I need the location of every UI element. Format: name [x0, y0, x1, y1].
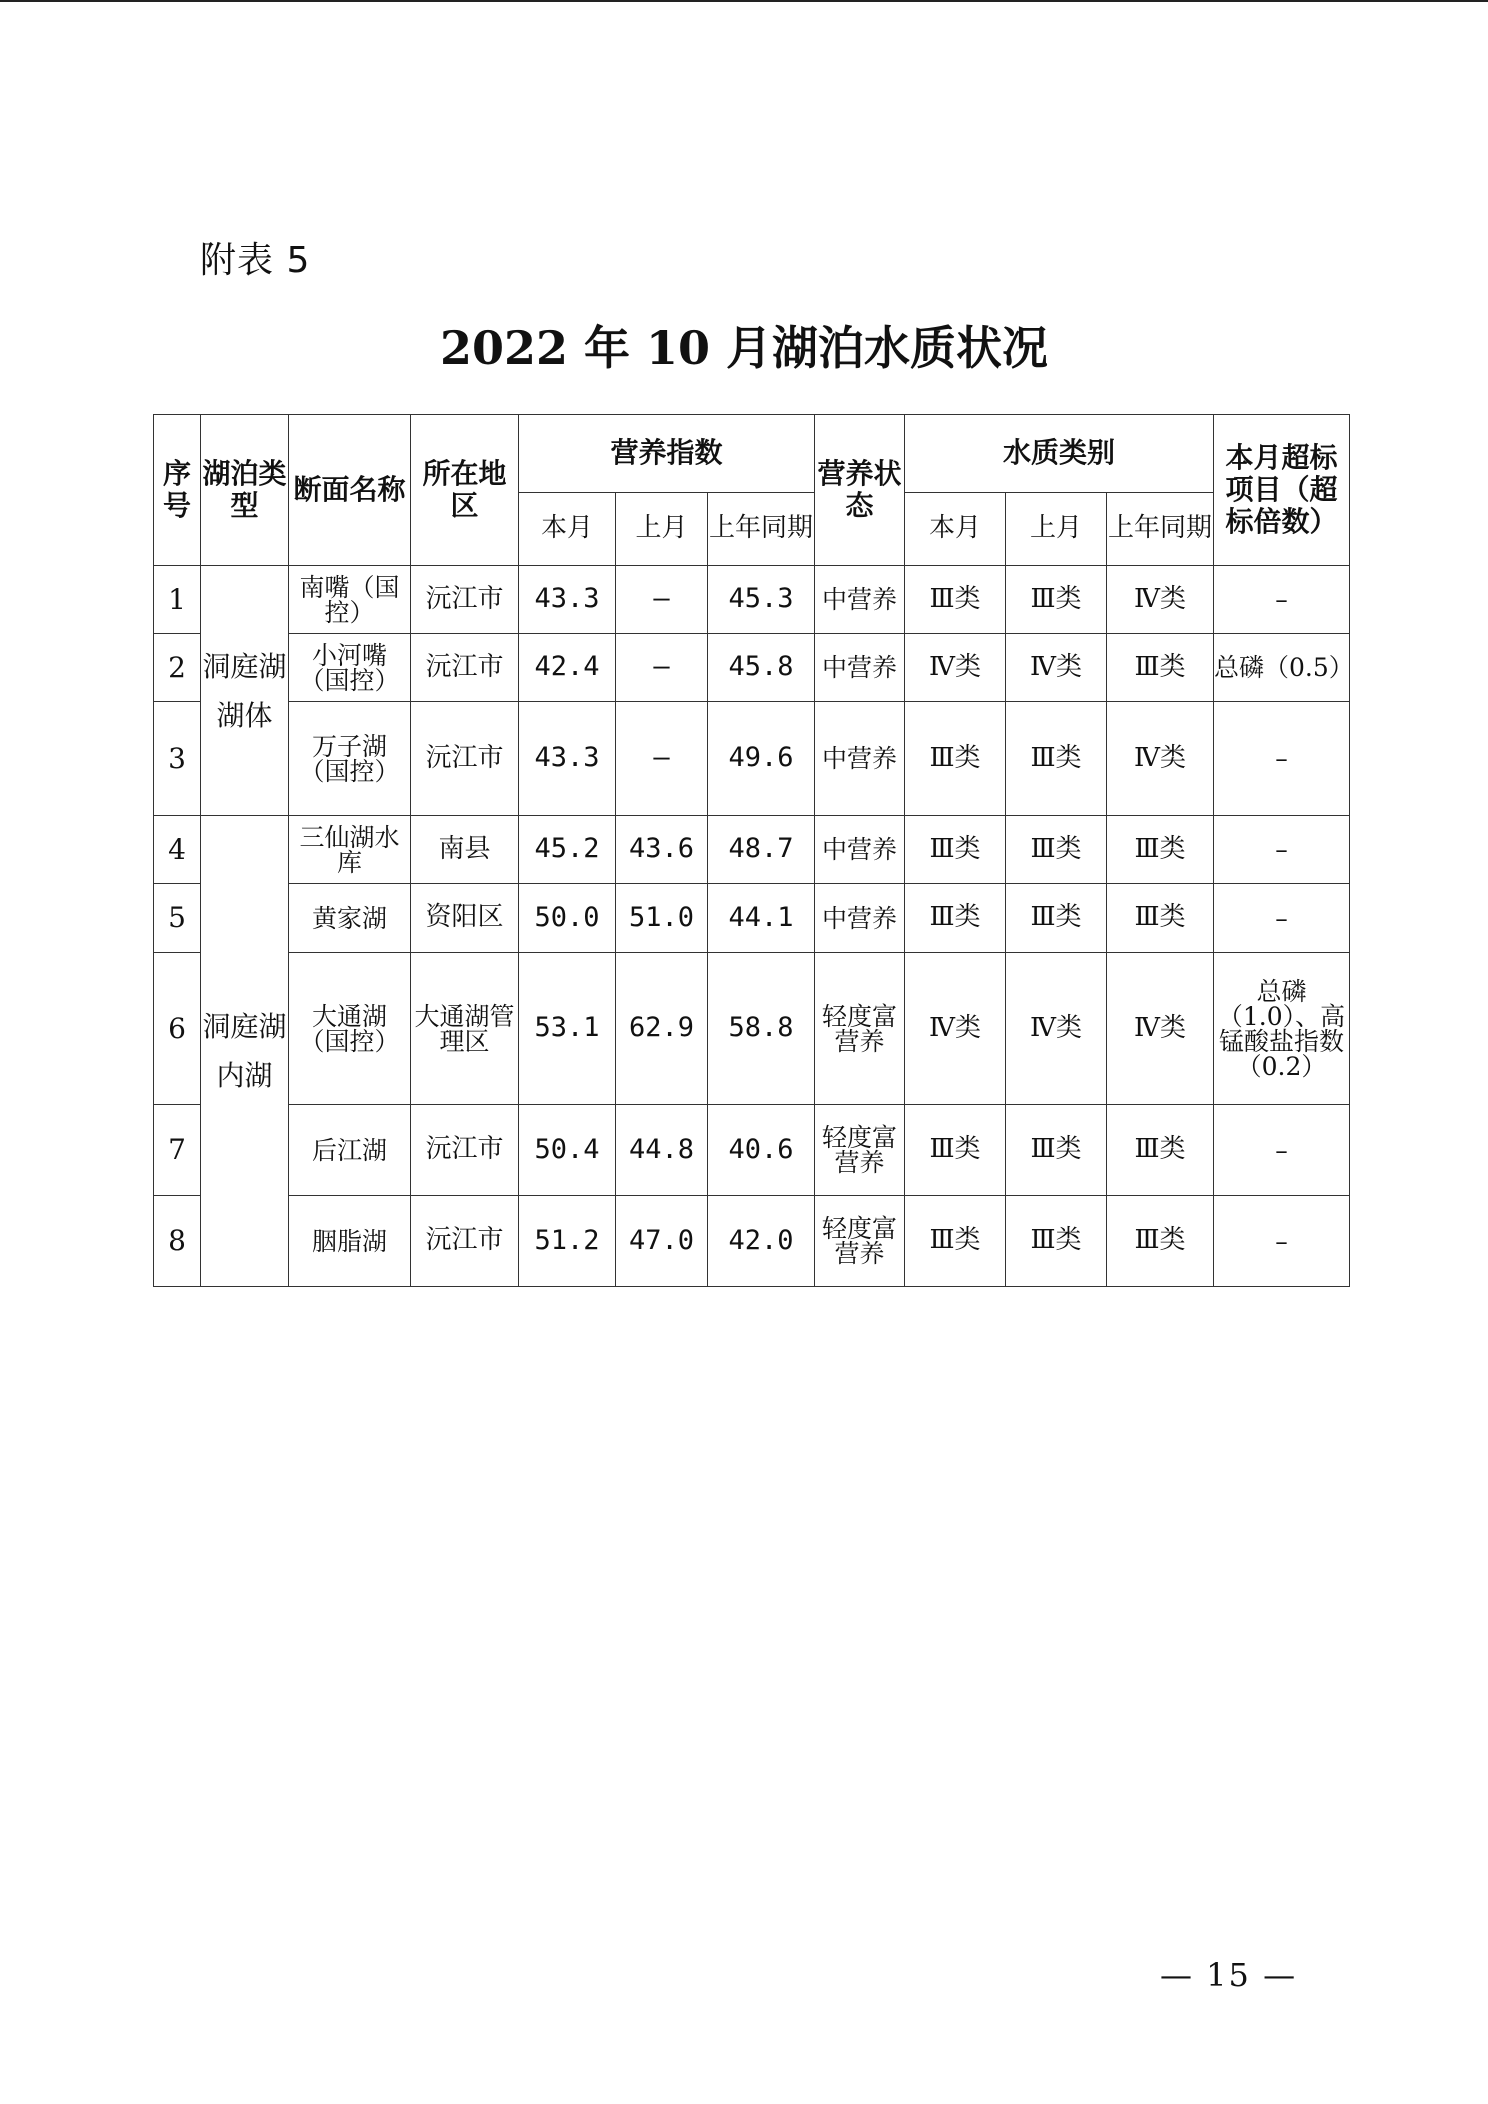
header-exceed-items: 本月超标项目（超标倍数）	[1214, 415, 1350, 566]
ti-last-year: 42.0	[708, 1196, 815, 1287]
ti-this-month: 51.2	[519, 1196, 616, 1287]
header-water-class: 水质类别	[905, 415, 1214, 493]
header-wc-last-month: 上月	[1006, 493, 1107, 566]
header-index: 序号	[154, 415, 201, 566]
page-number: — 15 —	[1160, 1956, 1298, 1994]
trophic-state: 中营养	[815, 566, 905, 634]
wc-last-month: Ⅲ类	[1006, 816, 1107, 884]
wc-this-month: Ⅲ类	[905, 702, 1006, 816]
region: 资阳区	[411, 884, 519, 953]
exceed-items: 总磷（0.5）	[1214, 634, 1350, 702]
row-index: 6	[154, 953, 201, 1105]
section-name: 三仙湖水库	[289, 816, 411, 884]
section-name: 小河嘴（国控）	[289, 634, 411, 702]
region: 沅江市	[411, 702, 519, 816]
wc-this-month: Ⅲ类	[905, 816, 1006, 884]
row-index: 1	[154, 566, 201, 634]
header-ti-last-year: 上年同期	[708, 493, 815, 566]
row-index: 5	[154, 884, 201, 953]
ti-this-month: 43.3	[519, 702, 616, 816]
ti-last-month: 44.8	[616, 1105, 708, 1196]
section-name: 后江湖	[289, 1105, 411, 1196]
exceed-items: –	[1214, 816, 1350, 884]
ti-last-month: –	[616, 702, 708, 816]
row-index: 3	[154, 702, 201, 816]
wc-this-month: Ⅳ类	[905, 634, 1006, 702]
header-wc-last-year: 上年同期	[1107, 493, 1214, 566]
table-row	[154, 634, 1350, 702]
wc-last-year: Ⅲ类	[1107, 884, 1214, 953]
header-lake-type: 湖泊类型	[201, 415, 289, 566]
exceed-items: –	[1214, 702, 1350, 816]
ti-last-month: 51.0	[616, 884, 708, 953]
ti-last-year: 40.6	[708, 1105, 815, 1196]
ti-this-month: 43.3	[519, 566, 616, 634]
row-index: 4	[154, 816, 201, 884]
wc-last-month: Ⅳ类	[1006, 953, 1107, 1105]
wc-this-month: Ⅲ类	[905, 566, 1006, 634]
header-wc-this-month: 本月	[905, 493, 1006, 566]
ti-this-month: 50.4	[519, 1105, 616, 1196]
table-row	[154, 566, 1350, 634]
row-index: 2	[154, 634, 201, 702]
ti-last-year: 49.6	[708, 702, 815, 816]
table-row	[154, 1196, 1350, 1287]
ti-last-month: 43.6	[616, 816, 708, 884]
wc-last-month: Ⅳ类	[1006, 634, 1107, 702]
row-index: 7	[154, 1105, 201, 1196]
region: 南县	[411, 816, 519, 884]
ti-last-month: 62.9	[616, 953, 708, 1105]
header-trophic-state: 营养状态	[815, 415, 905, 566]
region: 沅江市	[411, 634, 519, 702]
lake-type-group: 洞庭湖内湖	[201, 816, 289, 1287]
wc-this-month: Ⅳ类	[905, 953, 1006, 1105]
region: 沅江市	[411, 1196, 519, 1287]
region: 沅江市	[411, 566, 519, 634]
section-name: 胭脂湖	[289, 1196, 411, 1287]
section-name: 大通湖（国控）	[289, 953, 411, 1105]
header-section-name: 断面名称	[289, 415, 411, 566]
header-ti-this-month: 本月	[519, 493, 616, 566]
ti-this-month: 53.1	[519, 953, 616, 1105]
wc-last-month: Ⅲ类	[1006, 884, 1107, 953]
table-row	[154, 702, 1350, 816]
trophic-state: 轻度富营养	[815, 1196, 905, 1287]
wc-last-year: Ⅳ类	[1107, 566, 1214, 634]
wc-last-year: Ⅲ类	[1107, 1196, 1214, 1287]
wc-last-month: Ⅲ类	[1006, 1196, 1107, 1287]
table-row	[154, 1105, 1350, 1196]
ti-this-month: 50.0	[519, 884, 616, 953]
wc-this-month: Ⅲ类	[905, 884, 1006, 953]
header-row-top	[154, 415, 1350, 493]
ti-last-year: 45.8	[708, 634, 815, 702]
exceed-items: –	[1214, 566, 1350, 634]
wc-last-month: Ⅲ类	[1006, 1105, 1107, 1196]
table-row	[154, 953, 1350, 1105]
wc-last-year: Ⅲ类	[1107, 1105, 1214, 1196]
ti-this-month: 42.4	[519, 634, 616, 702]
wc-last-year: Ⅳ类	[1107, 702, 1214, 816]
section-name: 黄家湖	[289, 884, 411, 953]
wc-this-month: Ⅲ类	[905, 1196, 1006, 1287]
lake-water-quality-table	[153, 414, 1354, 1287]
ti-last-month: –	[616, 634, 708, 702]
trophic-state: 中营养	[815, 702, 905, 816]
exceed-items: –	[1214, 1196, 1350, 1287]
ti-last-year: 48.7	[708, 816, 815, 884]
header-region: 所在地区	[411, 415, 519, 566]
wc-last-month: Ⅲ类	[1006, 702, 1107, 816]
ti-last-year: 44.1	[708, 884, 815, 953]
region: 沅江市	[411, 1105, 519, 1196]
ti-this-month: 45.2	[519, 816, 616, 884]
ti-last-month: 47.0	[616, 1196, 708, 1287]
header-ti-last-month: 上月	[616, 493, 708, 566]
region: 大通湖管理区	[411, 953, 519, 1105]
wc-last-year: Ⅲ类	[1107, 634, 1214, 702]
ti-last-year: 45.3	[708, 566, 815, 634]
exceed-items: –	[1214, 1105, 1350, 1196]
top-border-line	[0, 0, 1488, 2]
section-name: 万子湖（国控）	[289, 702, 411, 816]
wc-last-year: Ⅳ类	[1107, 953, 1214, 1105]
trophic-state: 中营养	[815, 816, 905, 884]
row-index: 8	[154, 1196, 201, 1287]
document-title: 2022 年 10 月湖泊水质状况	[439, 321, 1049, 375]
section-name: 南嘴（国控）	[289, 566, 411, 634]
ti-last-month: –	[616, 566, 708, 634]
exceed-items: –	[1214, 884, 1350, 953]
wc-last-year: Ⅲ类	[1107, 816, 1214, 884]
trophic-state: 轻度富营养	[815, 953, 905, 1105]
trophic-state: 中营养	[815, 634, 905, 702]
trophic-state: 轻度富营养	[815, 1105, 905, 1196]
appendix-label: 附表 5	[200, 240, 311, 281]
header-trophic-index: 营养指数	[519, 415, 815, 493]
table-row	[154, 816, 1350, 884]
wc-this-month: Ⅲ类	[905, 1105, 1006, 1196]
exceed-items: 总磷（1.0）、高锰酸盐指数（0.2）	[1214, 953, 1350, 1105]
wc-last-month: Ⅲ类	[1006, 566, 1107, 634]
lake-type-group: 洞庭湖湖体	[201, 566, 289, 816]
trophic-state: 中营养	[815, 884, 905, 953]
table-row	[154, 884, 1350, 953]
ti-last-year: 58.8	[708, 953, 815, 1105]
